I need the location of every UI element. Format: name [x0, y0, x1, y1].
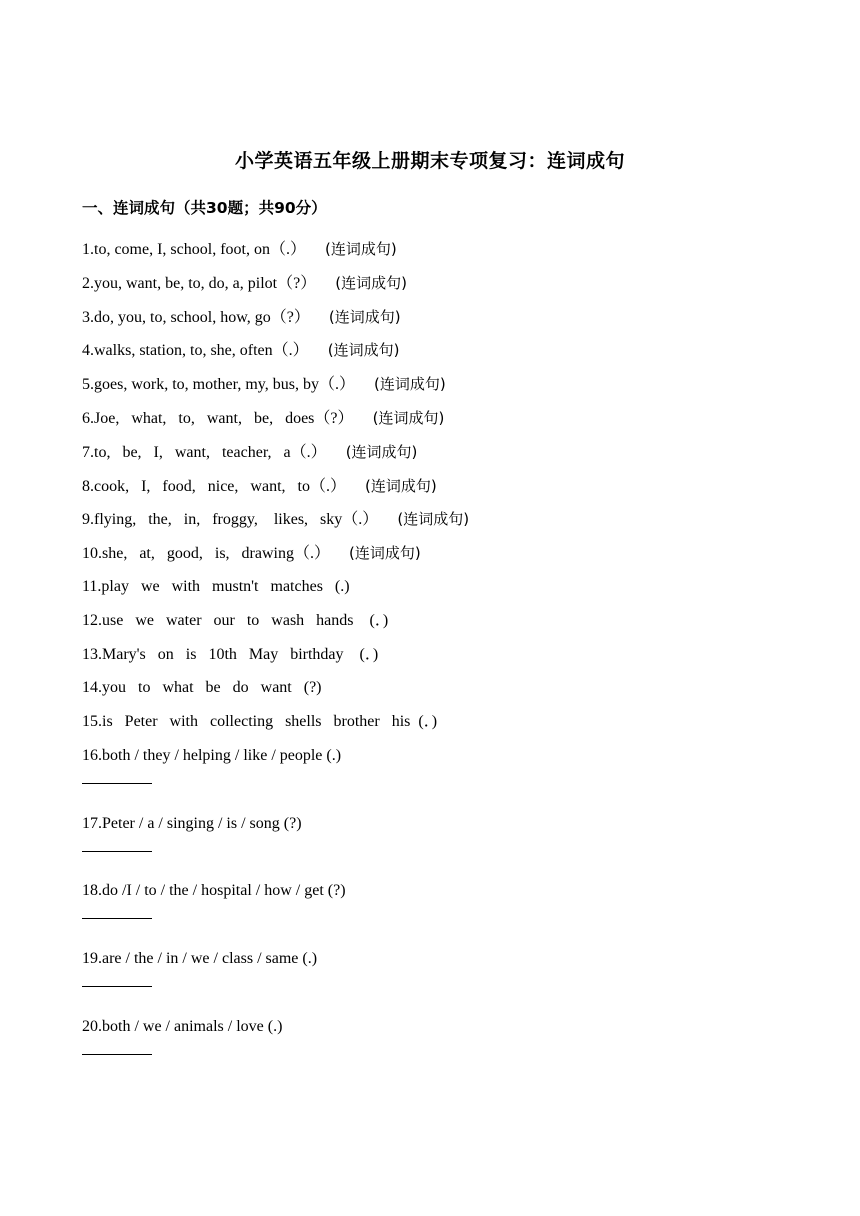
question-text: 2.you, want, be, to, do, a, pilot（?）: [82, 274, 317, 292]
question-type-label: (连词成句): [308, 341, 400, 360]
question-list: [82, 236, 802, 1081]
answer-blank-line: [82, 783, 152, 784]
question-text: 13.Mary's on is 10th May birthday (．): [82, 645, 379, 663]
question-text: 10.she, at, good, is, drawing（.）: [82, 545, 330, 563]
question-text: 4.walks, station, to, she, often（.）: [82, 342, 309, 360]
question-type-label: (连词成句): [378, 510, 470, 529]
page-title: 小学英语五年级上册期末专项复习：连词成句: [234, 150, 625, 172]
question-item: [82, 675, 802, 709]
question-text: 19.are / the / in / we / class / same (.): [82, 950, 318, 968]
question-text: 17.Peter / a / singing / is / song (?): [82, 814, 302, 832]
question-text: 7.to, be, I, want, teacher, a（.）: [82, 443, 327, 461]
question-item: [82, 337, 802, 371]
question-text: 12.use we water our to wash hands (．): [82, 611, 389, 629]
question-type-label: (连词成句): [353, 408, 445, 427]
question-type-label: (连词成句): [305, 240, 397, 258]
question-item: [82, 236, 802, 270]
section-heading: 一、连词成句（共30题；共90分）: [82, 199, 327, 217]
question-item: [82, 371, 802, 405]
question-text: 18.do /I / to / the / hospital / how / get (?): [82, 882, 346, 900]
question-item: [82, 304, 802, 338]
question-text: 9.flying, the, in, froggy, likes, sky（.）: [82, 511, 379, 529]
question-type-label: (连词成句): [354, 375, 446, 394]
question-item: [82, 405, 802, 439]
question-text: 20.both / we / animals / love (.): [82, 1017, 283, 1035]
question-text: 15.is Peter with collecting shells brother his (．): [82, 713, 438, 731]
question-text: 8.cook, I, food, nice, want, to（.）: [82, 477, 346, 495]
answer-blank-line: [82, 1054, 152, 1055]
question-type-label: (连词成句): [316, 273, 407, 292]
question-text: 14.you to what be do want (?): [82, 679, 322, 697]
question-text: 16.both / they / helping / like / people (.): [82, 746, 342, 764]
question-item: [82, 540, 802, 574]
question-item: [82, 743, 802, 811]
question-item: [82, 946, 802, 1014]
answer-blank-line: [82, 851, 152, 852]
question-text: 5.goes, work, to, mother, my, bus, by（.）: [82, 376, 355, 394]
question-item: [82, 473, 802, 507]
question-item: [82, 574, 802, 608]
question-item: [82, 1014, 802, 1082]
question-item: [82, 506, 802, 540]
question-type-label: (连词成句): [329, 544, 421, 563]
question-item: [82, 811, 802, 879]
question-item: [82, 270, 802, 304]
question-item: [82, 439, 802, 473]
question-text: 3.do, you, to, school, how, go（?）: [82, 308, 310, 326]
answer-blank-line: [82, 986, 152, 987]
question-item: [82, 608, 802, 642]
question-item: [82, 642, 802, 676]
question-text: 1.to, come, I, school, foot, on（.）: [82, 241, 306, 258]
question-type-label: (连词成句): [309, 307, 401, 326]
question-text: 6.Joe, what, to, want, be, does（?）: [82, 409, 354, 427]
answer-blank-line: [82, 918, 152, 919]
question-item: [82, 878, 802, 946]
question-item: [82, 709, 802, 743]
question-text: 11.play we with mustn't matches (.): [82, 577, 350, 595]
question-type-label: (连词成句): [345, 476, 437, 495]
question-type-label: (连词成句): [326, 442, 418, 461]
